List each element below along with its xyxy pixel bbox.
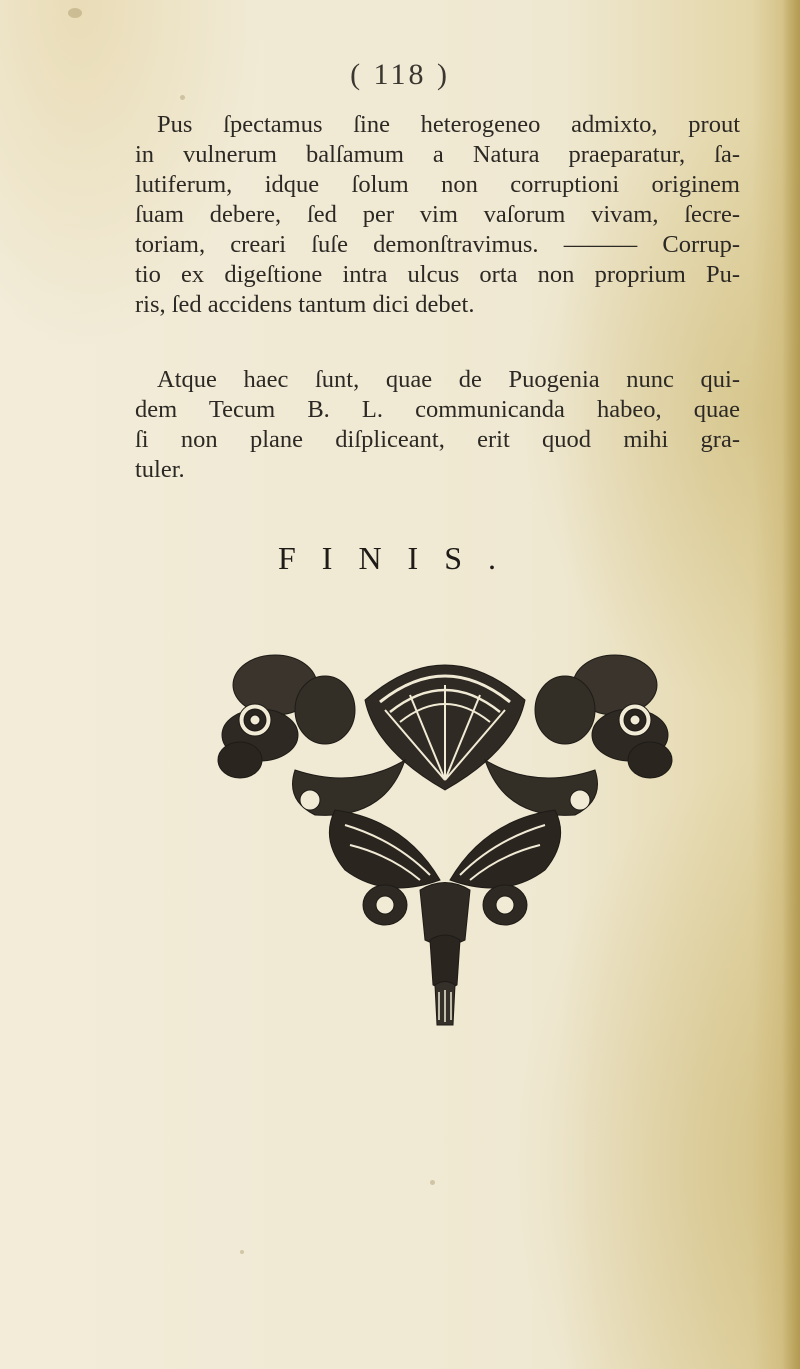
- text-line: tuler.: [135, 456, 185, 483]
- text-line: in vulnerum balſamum a Natura praeparatur, ſa-: [135, 141, 740, 168]
- text-line: toriam, creari ſuſe demonſtravimus. ——— Corrup-: [135, 231, 740, 258]
- text-line: ſuam debere, ſed per vim vaſorum vivam, ſecre-: [135, 201, 740, 228]
- page-edge-stain: [782, 0, 800, 1369]
- text-line: tio ex digeſtione intra ulcus orta non proprium Pu-: [135, 261, 740, 288]
- foxing-spot: [68, 8, 82, 18]
- text-line: lutiferum, idque ſolum non corruptioni originem: [135, 171, 740, 198]
- paragraph-1: [135, 110, 740, 320]
- foxing-spot: [180, 95, 185, 100]
- page-number: ( 118 ): [350, 58, 450, 91]
- foxing-spot: [240, 1250, 244, 1254]
- foxing-spot: [430, 1180, 435, 1185]
- paragraph-2: [135, 365, 740, 485]
- text-line: dem Tecum B. L. communicanda habeo, quae: [135, 396, 740, 423]
- text-line: ris, ſed accidens tantum dici debet.: [135, 291, 475, 318]
- text-line: Atque haec ſunt, quae de Puogenia nunc qui-: [157, 366, 740, 393]
- finis-heading: FINIS.: [277, 540, 522, 576]
- floral-tailpiece-ornament-icon: [215, 640, 675, 1030]
- text-line: Pus ſpectamus ſine heterogeneo admixto, prout: [157, 111, 740, 138]
- text-line: ſi non plane diſpliceant, erit quod mihi gra-: [135, 426, 740, 453]
